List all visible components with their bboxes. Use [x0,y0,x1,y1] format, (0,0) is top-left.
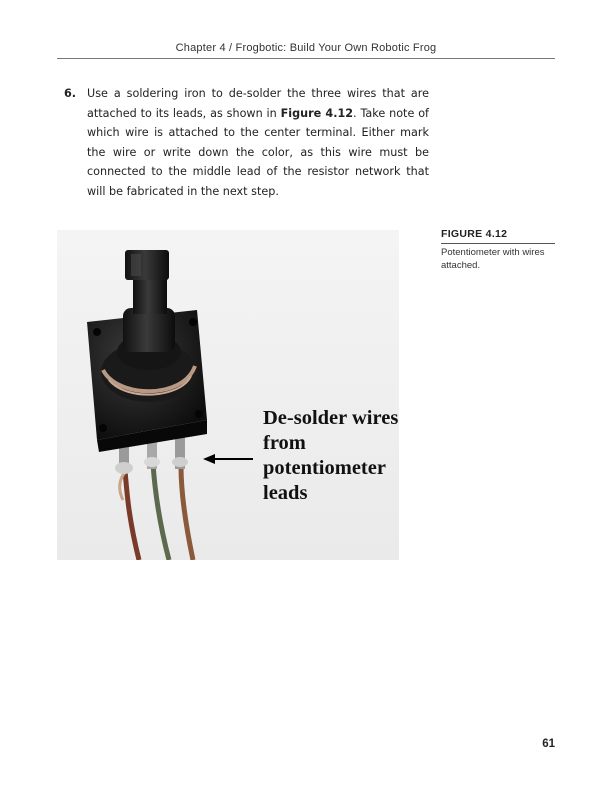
page-number: 61 [542,738,555,750]
figure-reference: Figure 4.12 [280,106,354,120]
step-6 [57,84,429,202]
step-number: 6. [64,87,77,100]
running-head: Chapter 4 / Frogbotic: Build Your Own Robotic Frog [175,42,437,54]
potentiometer-photo [57,230,399,560]
header-rule [57,58,555,59]
step-text [87,84,429,202]
figure-caption: Potentiometer with wires attached. [441,247,545,271]
photo-callout: De-solder wires from potentiometer leads [263,407,399,504]
figure-photo [57,230,399,560]
figure-label: FIGURE 4.12 [441,228,555,244]
step-text-before: Use a soldering iron to de-solder the three wires that are attached to its leads, as shown in [87,87,429,120]
step-text-after: . Take note of which wire is attached to the center terminal. Either mark the wire or write down the color, as this wire must be connected to the middle lead of the resistor network that will be fabricated in the next step. [87,106,429,198]
